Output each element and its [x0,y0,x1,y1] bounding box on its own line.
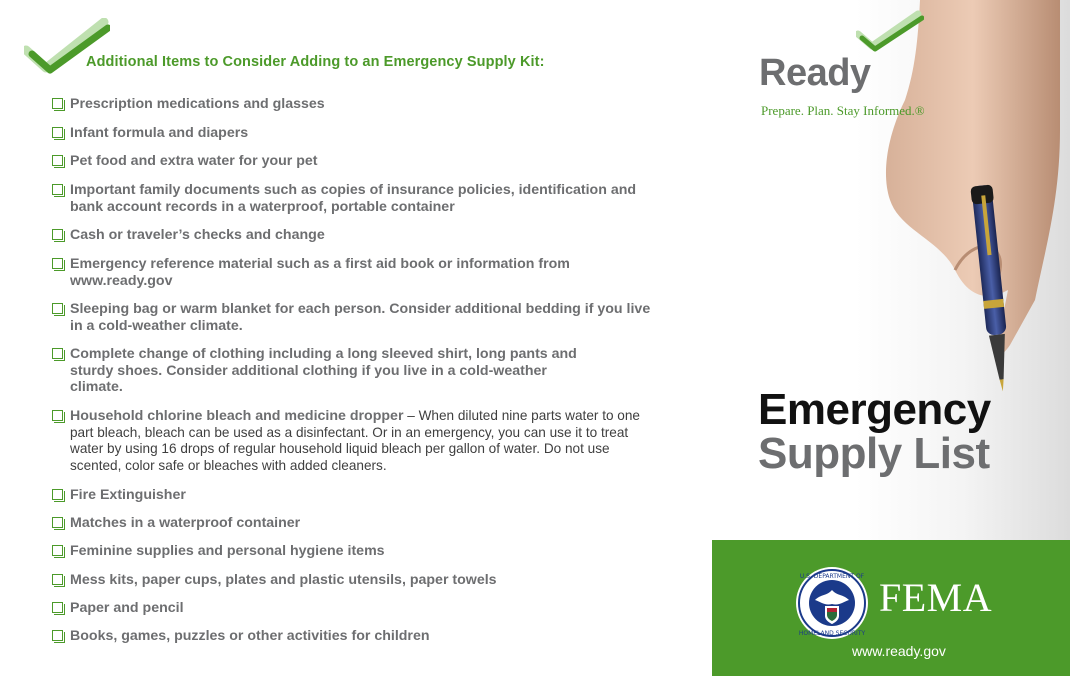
list-item [52,301,662,334]
list-item [52,227,662,244]
website-link[interactable]: www.ready.gov [852,643,946,659]
item-label: Mess kits, paper cups, plates and plastic utensils, paper towels [70,572,497,588]
item-label: Cash or traveler’s checks and change [70,227,325,243]
page-title-line2: Supply List [758,429,990,478]
seal-text-bottom: HOMELAND SECURITY [798,630,866,637]
checkmark-icon [856,10,924,52]
checkbox-icon [52,630,63,641]
item-label: Paper and pencil [70,600,184,616]
item-label: Prescription medications and glasses [70,96,325,112]
checkbox-icon [52,545,63,556]
item-label: Feminine supplies and personal hygiene items [70,543,385,559]
checkbox-icon [52,517,63,528]
item-label: Emergency reference material such as a first aid book or information from www.ready.gov [70,256,570,289]
page-title-line1: Emergency [758,385,991,434]
list-item [52,125,662,142]
section-heading: Additional Items to Consider Adding to an Emergency Supply Kit: [86,54,545,70]
seal-text-top: U.S. DEPARTMENT OF [799,573,865,580]
checkbox-icon [52,410,63,421]
checkbox-icon [52,229,63,240]
checkbox-icon [52,155,63,166]
list-item [52,600,662,617]
hand-with-pen-illustration [860,0,1070,400]
checkbox-icon [52,602,63,613]
ready-tagline: Prepare. Plan. Stay Informed.® [761,103,925,118]
item-detail: – When diluted nine parts water to one part bleach, bleach can be used as a disinfectant. Or in an emergency, you can use it to treat water by using 16 drops of regular household liquid bleach per gallon of water. Do not use scented, color safe or bleaches with added cleaners. [70,408,640,473]
checkbox-icon [52,574,63,585]
item-label: Complete change of clothing including a long sleeved shirt, long pants and sturdy shoes. Consider additional clothing if you live in a cold-weather climate. [70,346,577,396]
item-label: Matches in a waterproof container [70,515,301,531]
checkbox-icon [52,258,63,269]
checkbox-icon [52,127,63,138]
item-label: Fire Extinguisher [70,487,186,503]
item-label: Infant formula and diapers [70,125,249,141]
list-item [52,572,662,589]
item-label: Books, games, puzzles or other activities for children [70,628,430,644]
checkbox-icon [52,348,63,359]
checkbox-icon [52,489,63,500]
checkbox-icon [52,98,63,109]
item-label-bold: Household chlorine bleach and medicine dropper [70,408,404,424]
list-item [52,543,662,560]
list-item [52,628,662,645]
list-item [52,346,592,396]
ready-logo: Ready [759,52,871,94]
list-item [52,182,652,215]
checkbox-icon [52,184,63,195]
list-item [52,256,622,289]
item-label [70,408,662,474]
item-label: Pet food and extra water for your pet [70,153,318,169]
item-label: Sleeping bag or warm blanket for each person. Consider additional bedding if you live in a cold-weather climate. [70,301,651,334]
dhs-seal [795,566,869,640]
fema-wordmark: FEMA [879,575,993,620]
list-item [52,487,662,504]
checkbox-icon [52,303,63,314]
list-item [52,153,662,170]
item-label: Important family documents such as copies of insurance policies, identification and bank account records in a waterproof, portable container [70,182,637,215]
list-item [52,515,662,532]
list-item [52,96,662,113]
list-item [52,408,662,474]
